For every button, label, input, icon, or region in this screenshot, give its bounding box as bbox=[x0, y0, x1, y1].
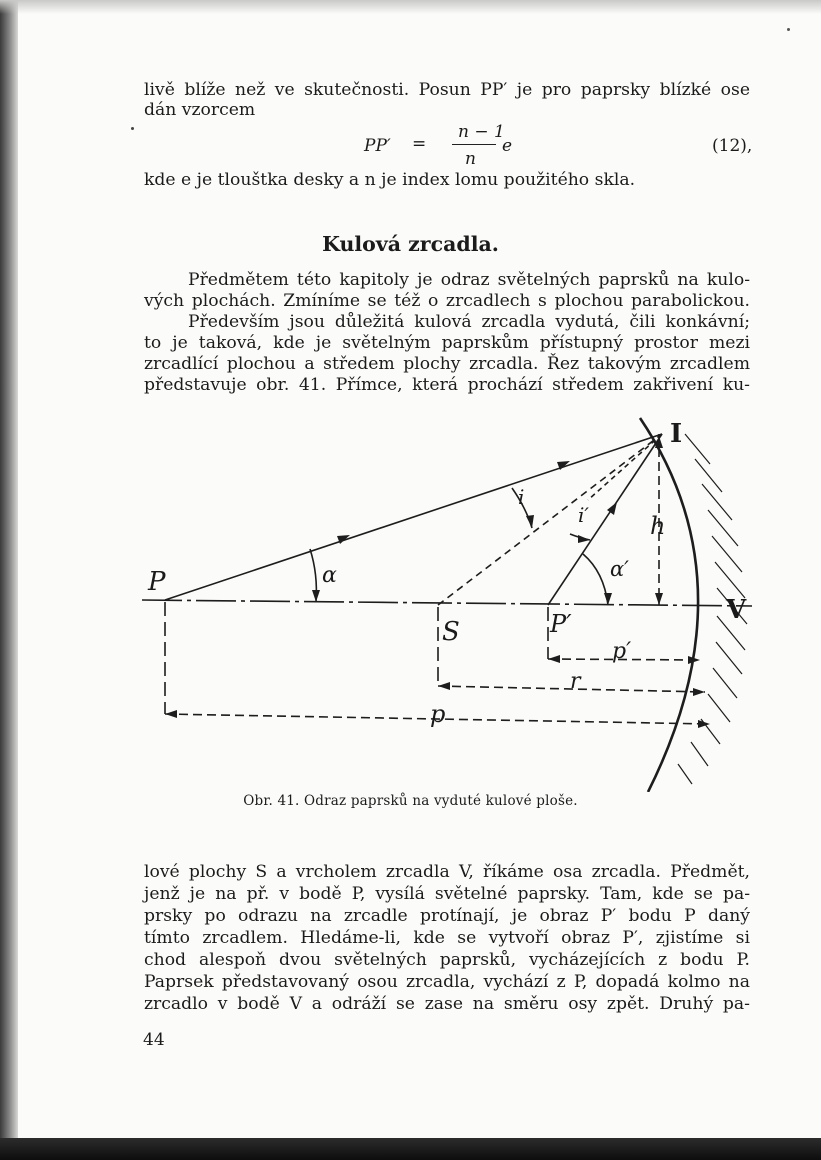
formula-denominator: n bbox=[465, 149, 476, 169]
text-line: Paprsek představovaný osou zrcadla, vychází z P, dopadá kolmo na bbox=[144, 972, 750, 992]
text-line: Především jsou důležitá kulová zrcadla vydutá, čili konkávní; bbox=[188, 312, 750, 332]
label-p: p bbox=[430, 700, 446, 728]
arrowhead bbox=[165, 710, 177, 718]
text-line: dán vzorcem bbox=[144, 100, 256, 120]
text-line: prsky po odrazu na zrcadle protínají, je obraz P′ bodu P daný bbox=[144, 906, 750, 926]
scan-bottom-edge bbox=[0, 1138, 821, 1160]
arrowhead bbox=[698, 720, 710, 728]
label-alpha: α bbox=[322, 563, 337, 588]
arrowhead bbox=[693, 688, 705, 696]
label-P-prime: P′ bbox=[550, 610, 572, 638]
text-line: představuje obr. 41. Přímce, která prochází středem zakřivení ku- bbox=[144, 375, 750, 395]
text-line: chod alespoň dvou světelných paprsků, vycházejících z bodu P. bbox=[144, 950, 750, 970]
formula-numerator: n − 1 bbox=[458, 122, 505, 142]
formula-equals: = bbox=[412, 134, 427, 154]
reflected-ray bbox=[548, 434, 662, 605]
page-number: 44 bbox=[143, 1030, 165, 1050]
formula-12 bbox=[340, 120, 760, 174]
figure-41-mirror-diagram bbox=[140, 404, 760, 792]
arrowhead bbox=[548, 655, 560, 663]
print-speck bbox=[787, 28, 790, 31]
text-line: to je taková, kde je světelným paprskům přístupný prostor mezi bbox=[144, 333, 750, 353]
text-line: Předmětem této kapitoly je odraz světelných paprsků na kulo- bbox=[188, 270, 750, 290]
figure-caption: Obr. 41. Odraz paprsků na vyduté kulové ploše. bbox=[243, 793, 578, 809]
label-V: V bbox=[726, 595, 747, 625]
text-line: jenž je na př. v bodě P, vysílá světelné paprsky. Tam, kde se pa- bbox=[144, 884, 750, 904]
fraction-bar bbox=[452, 144, 496, 145]
text-line: tímto zrcadlem. Hledáme-li, kde se vytvoří obraz P′, zjistíme si bbox=[144, 928, 750, 948]
arrowhead bbox=[526, 515, 534, 528]
text-line: zrcadlící plochou a středem plochy zrcadla. Řez takovým zrcadlem bbox=[144, 354, 750, 374]
text-line: vých plochách. Zmíníme se též o zrcadlech s plochou parabolickou. bbox=[144, 291, 750, 311]
equation-number: (12), bbox=[712, 136, 753, 156]
arrowhead bbox=[312, 590, 320, 602]
page-top-shadow bbox=[0, 0, 821, 14]
section-heading: Kulová zrcadla. bbox=[322, 232, 499, 256]
arrowhead bbox=[604, 593, 612, 605]
label-i: i bbox=[518, 485, 525, 509]
arrowhead bbox=[655, 593, 663, 605]
text-line: zrcadlo v bodě V a odráží se zase na směru osy zpět. Druhý pa- bbox=[144, 994, 750, 1014]
text-line: kde e je tlouštka desky a n je index lomu použitého skla. bbox=[144, 170, 636, 190]
label-P: P bbox=[148, 567, 166, 597]
label-r: r bbox=[570, 669, 581, 694]
label-p-prime: p′ bbox=[612, 639, 632, 664]
print-speck bbox=[131, 127, 134, 130]
optical-axis bbox=[142, 600, 752, 606]
formula-factor: e bbox=[502, 136, 513, 156]
text-line: lové plochy S a vrcholem zrcadla V, říkáme osa zrcadla. Předmět, bbox=[144, 862, 750, 882]
label-i-prime: i′ bbox=[578, 503, 589, 527]
book-binding-shadow bbox=[0, 0, 18, 1160]
label-alpha-prime: α′ bbox=[610, 557, 629, 581]
label-I: I bbox=[670, 419, 683, 449]
angle-alpha-prime-arc bbox=[583, 554, 608, 605]
label-S: S bbox=[442, 617, 460, 647]
text-line: livě blíže než ve skutečnosti. Posun PP′ je pro paprsky blízké ose bbox=[144, 80, 750, 100]
arrowhead bbox=[438, 682, 450, 690]
formula-lhs: PP′ bbox=[364, 136, 391, 156]
label-h: h bbox=[650, 512, 666, 540]
